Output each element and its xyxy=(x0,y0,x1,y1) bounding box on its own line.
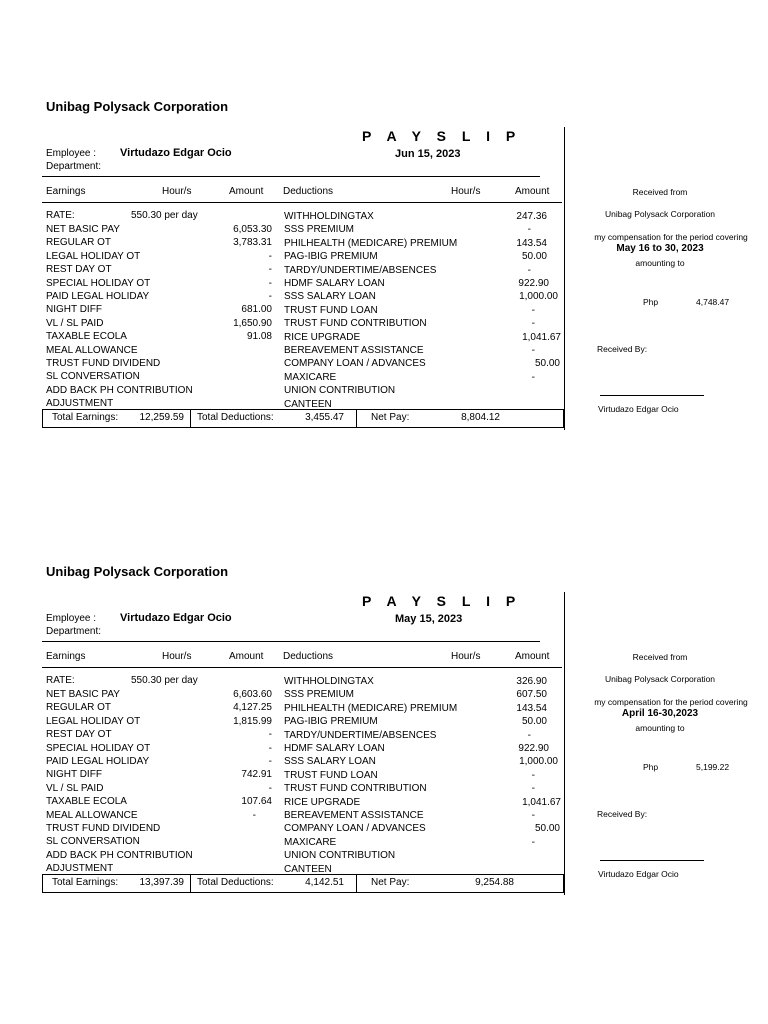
deduction-amount: 50.00 xyxy=(534,823,560,835)
deduction-label: MAXICARE xyxy=(284,371,337,383)
deduction-amount: 1,000.00 xyxy=(519,291,558,303)
employee-label: Employee : xyxy=(46,613,97,624)
deduction-label: UNION CONTRIBUTION xyxy=(284,850,396,862)
payslip-june xyxy=(0,99,768,499)
earning-label: ADJUSTMENT xyxy=(46,398,114,410)
earning-amount: 4,127.25 xyxy=(233,702,272,714)
earning-amount: - xyxy=(268,782,272,794)
deduction-amount: 1,041.67 xyxy=(522,331,561,343)
earning-label: REST DAY OT xyxy=(46,264,112,276)
deduction-amount: 326.90 xyxy=(516,676,547,687)
totals-divider xyxy=(356,874,357,893)
deduction-amount: 607.50 xyxy=(516,689,547,701)
header-amount: Amount xyxy=(229,651,264,662)
header-deductions: Deductions xyxy=(283,186,334,197)
earning-label: REGULAR OT xyxy=(46,237,112,249)
signature-line xyxy=(600,860,704,861)
deduction-label: SSS PREMIUM xyxy=(284,689,355,701)
header-earnings: Earnings xyxy=(46,651,86,662)
header-deduction-hours: Hour/s xyxy=(451,186,481,197)
earning-amount: 1,650.90 xyxy=(233,317,272,329)
header-deduction-hours: Hour/s xyxy=(451,651,481,662)
deduction-label: HDMF SALARY LOAN xyxy=(284,278,385,290)
deduction-label: PAG-IBIG PREMIUM xyxy=(284,251,378,263)
deductions-amounts xyxy=(495,675,561,849)
deduction-label: TRUST FUND CONTRIBUTION xyxy=(284,783,427,795)
header-deductions: Deductions xyxy=(283,651,334,662)
receipt-received-by: Received By: xyxy=(597,344,648,354)
earning-label: TAXABLE ECOLA xyxy=(46,796,127,808)
totals-divider xyxy=(190,874,191,893)
earning-label: LEGAL HOLIDAY OT xyxy=(46,250,141,262)
deduction-amount: 50.00 xyxy=(534,358,560,370)
header-earnings: Earnings xyxy=(46,186,86,197)
earning-label: SPECIAL HOLIDAY OT xyxy=(46,277,151,289)
header-bottom-rule xyxy=(42,202,562,203)
earning-amount: - xyxy=(268,264,272,276)
deduction-amount: - xyxy=(531,318,535,330)
earning-label: ADD BACK PH CONTRIBUTION xyxy=(46,384,193,396)
deduction-amount: 143.54 xyxy=(516,702,547,714)
deduction-label: RICE UPGRADE xyxy=(284,331,361,343)
net-pay-label: Net Pay: xyxy=(371,877,410,888)
earnings-amounts xyxy=(212,688,272,822)
deduction-amount: - xyxy=(527,224,531,236)
deduction-label: PHILHEALTH (MEDICARE) PREMIUM xyxy=(284,237,458,249)
deduction-amount: 247.36 xyxy=(516,211,547,222)
receipt-period: May 16 to 30, 2023 xyxy=(616,243,704,254)
payslip-date: May 15, 2023 xyxy=(395,613,463,625)
earning-label: ADJUSTMENT xyxy=(46,863,114,875)
receipt-amounting-to: amounting to xyxy=(635,723,685,733)
company-name: Unibag Polysack Corporation xyxy=(46,564,229,579)
deduction-label: BEREAVEMENT ASSISTANCE xyxy=(284,345,424,357)
earning-label: NET BASIC PAY xyxy=(46,224,120,235)
earning-amount: 107.64 xyxy=(241,796,272,808)
receipt-compensation-text: my compensation for the period covering xyxy=(594,232,748,242)
deduction-amount: 1,000.00 xyxy=(519,756,558,768)
totals-divider xyxy=(190,409,191,428)
payslip-title: P A Y S L I P xyxy=(362,593,522,609)
receipt-amount: 5,199.22 xyxy=(696,762,730,772)
deduction-label: SSS SALARY LOAN xyxy=(284,756,376,768)
deduction-label: PAG-IBIG PREMIUM xyxy=(284,716,378,728)
receipt-company: Unibag Polysack Corporation xyxy=(604,209,716,219)
earning-amount: 1,815.99 xyxy=(233,715,272,727)
deduction-label: TRUST FUND CONTRIBUTION xyxy=(284,318,427,330)
rate-value: 550.30 per day xyxy=(131,210,198,221)
deduction-label: UNION CONTRIBUTION xyxy=(284,385,396,397)
receipt-company: Unibag Polysack Corporation xyxy=(604,674,716,684)
totals-divider xyxy=(356,409,357,428)
earning-label: MEAL ALLOWANCE xyxy=(46,344,138,356)
earning-label: VL / SL PAID xyxy=(46,317,104,329)
header-amount: Amount xyxy=(229,186,264,197)
deduction-amount: - xyxy=(527,729,531,741)
earnings-labels xyxy=(46,223,193,411)
earning-label: TRUST FUND DIVIDEND xyxy=(46,358,161,370)
deduction-amount: 922.90 xyxy=(518,278,549,290)
earning-label: LEGAL HOLIDAY OT xyxy=(46,715,141,727)
earning-amount: 91.08 xyxy=(246,331,272,343)
receipt-currency: Php xyxy=(643,762,659,772)
deduction-amount: 50.00 xyxy=(521,716,547,728)
earning-amount: - xyxy=(252,809,256,821)
slip-right-border xyxy=(564,127,565,430)
earning-amount: - xyxy=(268,742,272,754)
deductions-labels xyxy=(284,210,457,411)
signature-line xyxy=(600,395,704,396)
rate-label: RATE: xyxy=(46,210,75,221)
receipt-signatory: Virtudazo Edgar Ocio xyxy=(598,869,679,879)
deduction-amount: - xyxy=(531,345,535,357)
receipt-currency: Php xyxy=(643,297,659,307)
earning-label: NET BASIC PAY xyxy=(46,689,120,700)
earning-label: MEAL ALLOWANCE xyxy=(46,809,138,821)
receipt-amount: 4,748.47 xyxy=(696,297,730,307)
earning-label: SL CONVERSATION xyxy=(46,371,140,383)
earning-label: SPECIAL HOLIDAY OT xyxy=(46,742,151,754)
deduction-amount: - xyxy=(531,304,535,316)
header-deduction-amount: Amount xyxy=(515,186,550,197)
payslip-title: P A Y S L I P xyxy=(362,128,522,144)
net-pay-value: 8,804.12 xyxy=(461,412,500,423)
earning-label: REGULAR OT xyxy=(46,702,112,714)
header-top-rule xyxy=(42,176,540,177)
employee-label: Employee : xyxy=(46,148,97,159)
earning-label: TRUST FUND DIVIDEND xyxy=(46,823,161,835)
deduction-label: MAXICARE xyxy=(284,836,337,848)
earning-amount: 6,603.60 xyxy=(233,689,272,700)
total-deductions-label: Total Deductions: xyxy=(197,877,274,888)
payslip-may xyxy=(0,564,768,964)
deduction-label: SSS PREMIUM xyxy=(284,224,355,236)
deduction-label: COMPANY LOAN / ADVANCES xyxy=(284,823,426,835)
deduction-label: CANTEEN xyxy=(284,398,332,410)
receipt-amounting-to: amounting to xyxy=(635,258,685,268)
deduction-label: WITHHOLDINGTAX xyxy=(284,211,374,222)
earning-amount: - xyxy=(268,277,272,289)
receipt-period: April 16-30,2023 xyxy=(621,708,699,719)
earnings-amounts xyxy=(212,223,272,344)
earning-label: ADD BACK PH CONTRIBUTION xyxy=(46,849,193,861)
earning-amount: - xyxy=(268,756,272,768)
deduction-amount: 922.90 xyxy=(518,743,549,755)
deductions-labels xyxy=(284,675,457,876)
deduction-label: TRUST FUND LOAN xyxy=(284,304,378,316)
total-deductions-value: 3,455.47 xyxy=(305,412,344,423)
earning-label: NIGHT DIFF xyxy=(46,769,102,781)
deduction-amount: 1,041.67 xyxy=(522,796,561,808)
earning-label: REST DAY OT xyxy=(46,729,112,741)
receipt-compensation-text: my compensation for the period covering xyxy=(594,697,748,707)
employee-name: Virtudazo Edgar Ocio xyxy=(120,147,232,159)
deduction-label: CANTEEN xyxy=(284,863,332,875)
deduction-label: BEREAVEMENT ASSISTANCE xyxy=(284,810,424,822)
deduction-label: SSS SALARY LOAN xyxy=(284,291,376,303)
earning-label: PAID LEGAL HOLIDAY xyxy=(46,756,150,768)
rate-value: 550.30 per day xyxy=(131,675,198,686)
earning-amount: 742.91 xyxy=(241,769,272,781)
earning-label: TAXABLE ECOLA xyxy=(46,331,127,343)
total-earnings-label: Total Earnings: xyxy=(52,877,119,888)
deduction-amount: - xyxy=(531,769,535,781)
total-earnings-value: 13,397.39 xyxy=(139,877,184,888)
header-bottom-rule xyxy=(42,667,562,668)
total-earnings-value: 12,259.59 xyxy=(139,412,184,423)
deduction-amount: 50.00 xyxy=(521,251,547,263)
total-deductions-label: Total Deductions: xyxy=(197,412,274,423)
rate-label: RATE: xyxy=(46,675,75,686)
department-label: Department: xyxy=(46,161,102,172)
header-hours: Hour/s xyxy=(162,651,192,662)
receipt-received-from: Received from xyxy=(632,652,688,662)
earnings-labels xyxy=(46,688,193,876)
slip-right-border xyxy=(564,592,565,895)
earning-amount: 3,783.31 xyxy=(233,237,272,249)
deduction-label: TARDY/UNDERTIME/ABSENCES xyxy=(284,729,437,741)
department-label: Department: xyxy=(46,626,102,637)
net-pay-label: Net Pay: xyxy=(371,412,410,423)
header-deduction-amount: Amount xyxy=(515,651,550,662)
deduction-label: TARDY/UNDERTIME/ABSENCES xyxy=(284,264,437,276)
total-earnings-label: Total Earnings: xyxy=(52,412,119,423)
earning-amount: 681.00 xyxy=(241,304,272,316)
deduction-label: WITHHOLDINGTAX xyxy=(284,676,374,687)
deduction-amount: - xyxy=(531,783,535,795)
total-deductions-value: 4,142.51 xyxy=(305,877,344,888)
receipt-received-by: Received By: xyxy=(597,809,648,819)
receipt-signatory: Virtudazo Edgar Ocio xyxy=(598,404,679,414)
company-name: Unibag Polysack Corporation xyxy=(46,99,229,114)
deduction-amount: 143.54 xyxy=(516,237,547,249)
deduction-label: TRUST FUND LOAN xyxy=(284,769,378,781)
header-top-rule xyxy=(42,641,540,642)
earning-amount: 6,053.30 xyxy=(233,224,272,235)
deduction-amount: - xyxy=(531,371,535,383)
earning-label: VL / SL PAID xyxy=(46,782,104,794)
employee-name: Virtudazo Edgar Ocio xyxy=(120,612,232,624)
deduction-amount: - xyxy=(531,836,535,848)
earning-amount: - xyxy=(268,291,272,303)
deduction-label: HDMF SALARY LOAN xyxy=(284,743,385,755)
earning-amount: - xyxy=(268,250,272,262)
earning-label: PAID LEGAL HOLIDAY xyxy=(46,291,150,303)
deduction-amount: - xyxy=(527,264,531,276)
deduction-label: PHILHEALTH (MEDICARE) PREMIUM xyxy=(284,702,458,714)
header-hours: Hour/s xyxy=(162,186,192,197)
earning-label: NIGHT DIFF xyxy=(46,304,102,316)
deduction-label: COMPANY LOAN / ADVANCES xyxy=(284,358,426,370)
net-pay-value: 9,254.88 xyxy=(475,877,514,888)
earning-amount: - xyxy=(268,729,272,741)
earning-label: SL CONVERSATION xyxy=(46,836,140,848)
deductions-amounts xyxy=(495,210,561,384)
deduction-amount: - xyxy=(531,810,535,822)
receipt-received-from: Received from xyxy=(632,187,688,197)
payslip-date: Jun 15, 2023 xyxy=(395,148,461,160)
deduction-label: RICE UPGRADE xyxy=(284,796,361,808)
